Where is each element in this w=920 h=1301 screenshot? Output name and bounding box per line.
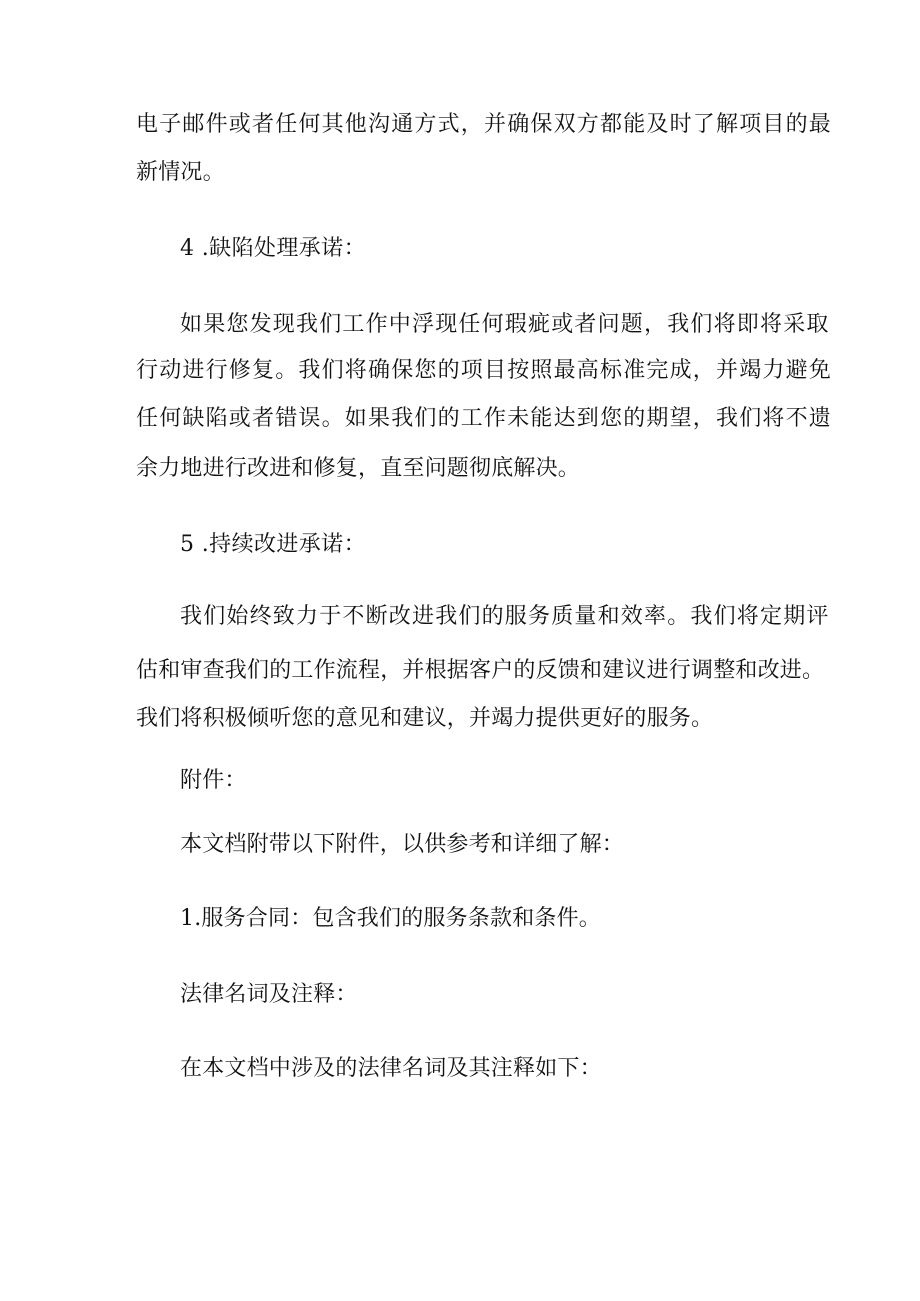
section-4-line-4: 余力地进行改进和修复，直至问题彻底解决。 — [136, 456, 581, 481]
legal-terms-intro: 在本文档中涉及的法律名词及其注释如下： — [180, 1056, 602, 1081]
intro-line-2: 新情况。 — [136, 160, 225, 185]
section-5-heading: 5 .持续改进承诺： — [180, 532, 366, 557]
section-5-line-1: 我们始终致力于不断改进我们的服务质量和效率。我们将定期评 — [180, 604, 830, 629]
section-4-heading: 4 .缺陷处理承诺： — [180, 236, 366, 261]
section-4-line-2: 行动进行修复。我们将确保您的项目按照最高标准完成，并竭力避免 — [136, 358, 833, 383]
attachment-item-1: 1.服务合同：包含我们的服务条款和条件。 — [180, 906, 601, 931]
section-4-line-3: 任何缺陷或者错误。如果我们的工作未能达到您的期望，我们将不遗 — [136, 406, 833, 431]
section-5-line-2: 估和审查我们的工作流程，并根据客户的反馈和建议进行调整和改进。 — [136, 658, 825, 683]
attachments-intro: 本文档附带以下附件，以供参考和详细了解： — [180, 832, 625, 857]
section-5-line-3: 我们将积极倾听您的意见和建议，并竭力提供更好的服务。 — [136, 706, 714, 731]
legal-terms-heading: 法律名词及注释： — [180, 982, 358, 1007]
attachments-heading: 附件： — [180, 768, 247, 793]
section-4-line-1: 如果您发现我们工作中浮现任何瑕疵或者问题，我们将即将采取 — [180, 312, 830, 337]
intro-line-1: 电子邮件或者任何其他沟通方式，并确保双方都能及时了解项目的最 — [136, 112, 833, 137]
